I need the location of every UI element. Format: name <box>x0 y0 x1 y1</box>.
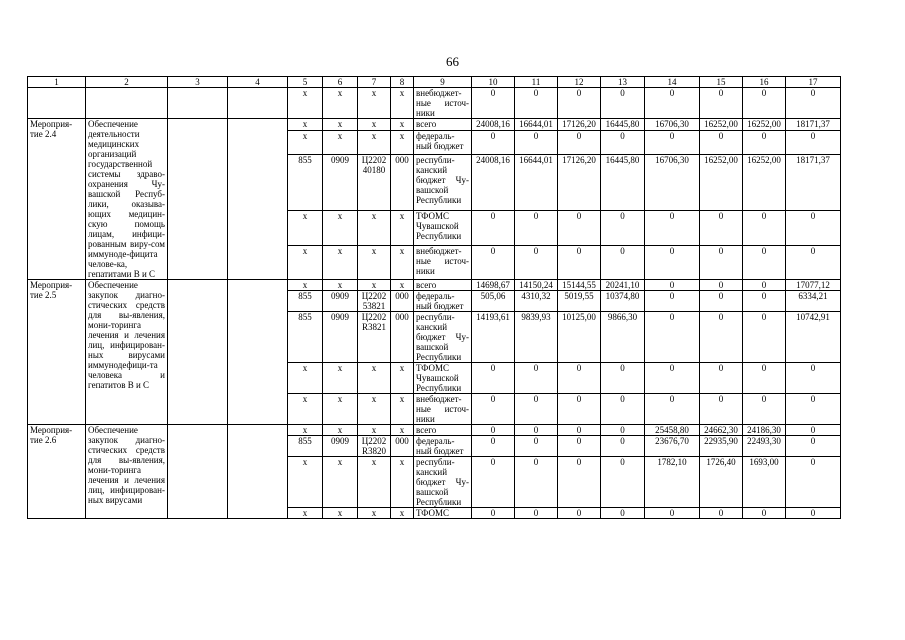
column-header: 14 <box>645 77 700 88</box>
amount-cell: 0 <box>601 363 645 394</box>
expense-type-code: х <box>391 131 414 154</box>
amount-cell: 24008,16 <box>472 119 515 131</box>
amount-cell: 0 <box>786 88 841 119</box>
amount-cell: 0 <box>743 280 786 291</box>
target-article-code: х <box>358 363 391 394</box>
target-article-code: х <box>358 131 391 154</box>
page-number: 66 <box>446 54 459 69</box>
target-article-code: х <box>358 245 391 279</box>
amount-cell: 20241,10 <box>601 280 645 291</box>
section-code: х <box>323 363 358 394</box>
amount-cell: 0 <box>786 394 841 425</box>
grbs-code: 855 <box>288 291 323 312</box>
amount-cell: 17077,12 <box>786 280 841 291</box>
amount-cell: 0 <box>472 131 515 154</box>
column-header: 2 <box>86 77 168 88</box>
amount-cell: 0 <box>601 394 645 425</box>
expense-type-code: х <box>391 119 414 131</box>
measure-description <box>86 88 168 119</box>
budget-table <box>27 76 841 519</box>
amount-cell: 0 <box>558 88 601 119</box>
expense-type-code: х <box>391 508 414 519</box>
funding-source: федераль-ный бюджет <box>414 131 472 154</box>
funding-source: федераль-ный бюджет <box>414 291 472 312</box>
amount-cell: 0 <box>558 245 601 279</box>
amount-cell: 9839,93 <box>515 312 558 363</box>
funding-source: республи-канский бюджет Чу-вашской Республики <box>414 457 472 508</box>
amount-cell: 17126,20 <box>558 154 601 211</box>
column-header: 16 <box>743 77 786 88</box>
funding-source: внебюджет-ные источ-ники <box>414 394 472 425</box>
expense-type-code: х <box>391 457 414 508</box>
measure-description: Обеспечение закупок диагно-стических средств для вы-явления, мони-торинга лечения и лечения лиц, инфицирован-ных вирусами <box>86 425 168 519</box>
column-header: 11 <box>515 77 558 88</box>
section-code: х <box>323 280 358 291</box>
amount-cell: 0 <box>601 508 645 519</box>
grbs-code: х <box>288 88 323 119</box>
amount-cell: 0 <box>558 394 601 425</box>
amount-cell: 0 <box>743 363 786 394</box>
amount-cell: 0 <box>700 211 743 245</box>
grbs-code: х <box>288 425 323 436</box>
expense-type-code: х <box>391 88 414 119</box>
column-header: 7 <box>358 77 391 88</box>
amount-cell: 10742,91 <box>786 312 841 363</box>
amount-cell: 0 <box>515 508 558 519</box>
amount-cell: 14150,24 <box>515 280 558 291</box>
section-code: х <box>323 119 358 131</box>
expense-type-code: 000 <box>391 154 414 211</box>
column-header: 9 <box>414 77 472 88</box>
amount-cell: 0 <box>645 211 700 245</box>
amount-cell: 0 <box>700 508 743 519</box>
section-code: х <box>323 394 358 425</box>
amount-cell: 0 <box>645 508 700 519</box>
amount-cell: 0 <box>786 211 841 245</box>
funding-source: внебюджет-ные источ-ники <box>414 245 472 279</box>
column-header: 5 <box>288 77 323 88</box>
amount-cell: 0 <box>515 363 558 394</box>
amount-cell: 0 <box>743 508 786 519</box>
amount-cell: 24008,16 <box>472 154 515 211</box>
amount-cell: 0 <box>558 508 601 519</box>
grbs-code: х <box>288 119 323 131</box>
table-row <box>28 425 841 436</box>
amount-cell: 0 <box>601 88 645 119</box>
section-code: 0909 <box>323 312 358 363</box>
grbs-code: 855 <box>288 154 323 211</box>
expense-type-code: 000 <box>391 436 414 457</box>
grbs-code: х <box>288 245 323 279</box>
funding-source: ТФОМС <box>414 508 472 519</box>
amount-cell: 10125,00 <box>558 312 601 363</box>
amount-cell: 0 <box>515 394 558 425</box>
target-article-code: х <box>358 119 391 131</box>
section-code: х <box>323 211 358 245</box>
amount-cell: 0 <box>700 312 743 363</box>
section-code: х <box>323 508 358 519</box>
amount-cell: 0 <box>700 363 743 394</box>
funding-source: всего <box>414 425 472 436</box>
amount-cell: 0 <box>515 131 558 154</box>
empty-cell <box>228 119 288 280</box>
amount-cell: 0 <box>700 280 743 291</box>
amount-cell: 0 <box>472 394 515 425</box>
amount-cell: 0 <box>515 211 558 245</box>
funding-source: всего <box>414 280 472 291</box>
target-article-code: х <box>358 425 391 436</box>
amount-cell: 0 <box>645 131 700 154</box>
measure-name: Мероприя-тие 2.4 <box>28 119 86 280</box>
column-header: 6 <box>323 77 358 88</box>
amount-cell: 0 <box>786 245 841 279</box>
amount-cell: 0 <box>472 436 515 457</box>
amount-cell: 0 <box>472 88 515 119</box>
expense-type-code: 000 <box>391 312 414 363</box>
funding-source: внебюджет-ные источ-ники <box>414 88 472 119</box>
grbs-code: х <box>288 211 323 245</box>
column-header: 10 <box>472 77 515 88</box>
target-article-code: х <box>358 394 391 425</box>
amount-cell: 0 <box>558 363 601 394</box>
amount-cell: 0 <box>472 245 515 279</box>
amount-cell: 0 <box>743 291 786 312</box>
table-row <box>28 119 841 131</box>
amount-cell: 0 <box>700 131 743 154</box>
target-article-code: Ц2202 40180 <box>358 154 391 211</box>
amount-cell: 1726,40 <box>700 457 743 508</box>
header-row <box>28 77 841 88</box>
amount-cell: 0 <box>601 245 645 279</box>
measure-name: Мероприя-тие 2.5 <box>28 280 86 425</box>
funding-source: республи-канский бюджет Чу-вашской Республики <box>414 154 472 211</box>
amount-cell: 0 <box>472 211 515 245</box>
amount-cell: 0 <box>472 508 515 519</box>
empty-cell <box>168 280 228 425</box>
grbs-code: х <box>288 131 323 154</box>
section-code: х <box>323 131 358 154</box>
amount-cell: 16706,30 <box>645 154 700 211</box>
measure-name: Мероприя-тие 2.6 <box>28 425 86 519</box>
amount-cell: 0 <box>645 363 700 394</box>
target-article-code: х <box>358 88 391 119</box>
grbs-code: х <box>288 280 323 291</box>
amount-cell: 16706,30 <box>645 119 700 131</box>
amount-cell: 0 <box>472 425 515 436</box>
column-header: 4 <box>228 77 288 88</box>
grbs-code: х <box>288 394 323 425</box>
amount-cell: 0 <box>558 131 601 154</box>
amount-cell: 4310,32 <box>515 291 558 312</box>
expense-type-code: 000 <box>391 291 414 312</box>
target-article-code: х <box>358 508 391 519</box>
column-header: 12 <box>558 77 601 88</box>
amount-cell: 0 <box>700 245 743 279</box>
amount-cell: 0 <box>601 131 645 154</box>
amount-cell: 0 <box>786 131 841 154</box>
amount-cell: 0 <box>515 88 558 119</box>
amount-cell: 0 <box>700 394 743 425</box>
amount-cell: 0 <box>515 436 558 457</box>
column-header: 3 <box>168 77 228 88</box>
grbs-code: х <box>288 363 323 394</box>
section-code: х <box>323 425 358 436</box>
section-code: 0909 <box>323 291 358 312</box>
funding-source: ТФОМС Чувашской Республики <box>414 363 472 394</box>
measure-description: Обеспечение закупок диагно-стических средств для вы-явления, мони-торинга лечения и лечения лиц, инфицирован-ных вирусами иммунодефици-та человека и гепатитов В и С <box>86 280 168 425</box>
column-header: 13 <box>601 77 645 88</box>
amount-cell: 0 <box>558 457 601 508</box>
expense-type-code: х <box>391 211 414 245</box>
amount-cell: 0 <box>601 425 645 436</box>
amount-cell: 24186,30 <box>743 425 786 436</box>
grbs-code: 855 <box>288 312 323 363</box>
amount-cell: 16445,80 <box>601 119 645 131</box>
amount-cell: 15144,55 <box>558 280 601 291</box>
amount-cell: 0 <box>601 436 645 457</box>
amount-cell: 0 <box>558 436 601 457</box>
amount-cell: 16252,00 <box>743 154 786 211</box>
amount-cell: 0 <box>515 245 558 279</box>
amount-cell: 0 <box>645 245 700 279</box>
empty-cell <box>228 280 288 425</box>
funding-source: всего <box>414 119 472 131</box>
amount-cell: 0 <box>743 211 786 245</box>
amount-cell: 16445,80 <box>601 154 645 211</box>
target-article-code: Ц2202 53821 <box>358 291 391 312</box>
section-code: х <box>323 88 358 119</box>
amount-cell: 505,06 <box>472 291 515 312</box>
funding-source: республи-канский бюджет Чу-вашской Республики <box>414 312 472 363</box>
amount-cell: 22493,30 <box>743 436 786 457</box>
amount-cell: 0 <box>786 508 841 519</box>
amount-cell: 0 <box>601 457 645 508</box>
funding-source: ТФОМС Чувашской Республики <box>414 211 472 245</box>
measure-description: Обеспечение деятельности медицинских организаций государственной системы здраво-охранения Чу-вашской Респуб-лики, оказыва-ющих медицин-скую помощь лицам, инфици-рованным виру-сом иммуноде-фицита челове-ка, гепатитами В и С <box>86 119 168 280</box>
measure-name <box>28 88 86 119</box>
amount-cell: 0 <box>601 211 645 245</box>
expense-type-code: х <box>391 363 414 394</box>
amount-cell: 16252,00 <box>700 119 743 131</box>
amount-cell: 17126,20 <box>558 119 601 131</box>
target-article-code: Ц2202 R3820 <box>358 436 391 457</box>
amount-cell: 22935,90 <box>700 436 743 457</box>
amount-cell: 18171,37 <box>786 119 841 131</box>
amount-cell: 14193,61 <box>472 312 515 363</box>
amount-cell: 0 <box>700 291 743 312</box>
empty-cell <box>168 119 228 280</box>
amount-cell: 0 <box>786 436 841 457</box>
amount-cell: 0 <box>472 363 515 394</box>
amount-cell: 1693,00 <box>743 457 786 508</box>
amount-cell: 0 <box>743 312 786 363</box>
amount-cell: 0 <box>515 457 558 508</box>
amount-cell: 0 <box>645 312 700 363</box>
section-code: х <box>323 457 358 508</box>
amount-cell: 23676,70 <box>645 436 700 457</box>
table-row <box>28 280 841 291</box>
amount-cell: 16644,01 <box>515 154 558 211</box>
amount-cell: 0 <box>786 457 841 508</box>
empty-cell <box>228 425 288 519</box>
amount-cell: 14698,67 <box>472 280 515 291</box>
amount-cell: 6334,21 <box>786 291 841 312</box>
grbs-code: х <box>288 457 323 508</box>
amount-cell: 18171,37 <box>786 154 841 211</box>
expense-type-code: х <box>391 280 414 291</box>
table-row <box>28 88 841 119</box>
target-article-code: Ц2202 R3821 <box>358 312 391 363</box>
amount-cell: 10374,80 <box>601 291 645 312</box>
amount-cell: 0 <box>645 280 700 291</box>
column-header: 15 <box>700 77 743 88</box>
grbs-code: 855 <box>288 436 323 457</box>
amount-cell: 0 <box>515 425 558 436</box>
target-article-code: х <box>358 211 391 245</box>
amount-cell: 0 <box>558 425 601 436</box>
target-article-code: х <box>358 280 391 291</box>
amount-cell: 16252,00 <box>743 119 786 131</box>
empty-cell <box>168 425 228 519</box>
column-header: 8 <box>391 77 414 88</box>
amount-cell: 0 <box>472 457 515 508</box>
amount-cell: 24662,30 <box>700 425 743 436</box>
amount-cell: 0 <box>743 394 786 425</box>
amount-cell: 0 <box>786 425 841 436</box>
amount-cell: 0 <box>743 245 786 279</box>
amount-cell: 16644,01 <box>515 119 558 131</box>
amount-cell: 0 <box>645 88 700 119</box>
column-header: 1 <box>28 77 86 88</box>
amount-cell: 5019,55 <box>558 291 601 312</box>
amount-cell: 0 <box>700 88 743 119</box>
amount-cell: 0 <box>743 88 786 119</box>
section-code: 0909 <box>323 154 358 211</box>
amount-cell: 1782,10 <box>645 457 700 508</box>
amount-cell: 0 <box>743 131 786 154</box>
expense-type-code: х <box>391 394 414 425</box>
amount-cell: 0 <box>645 394 700 425</box>
section-code: 0909 <box>323 436 358 457</box>
amount-cell: 0 <box>645 291 700 312</box>
funding-source: федераль-ный бюджет <box>414 436 472 457</box>
amount-cell: 25458,80 <box>645 425 700 436</box>
column-header: 17 <box>786 77 841 88</box>
grbs-code: х <box>288 508 323 519</box>
empty-cell <box>228 88 288 119</box>
amount-cell: 0 <box>786 363 841 394</box>
empty-cell <box>168 88 228 119</box>
expense-type-code: х <box>391 245 414 279</box>
amount-cell: 0 <box>558 211 601 245</box>
amount-cell: 16252,00 <box>700 154 743 211</box>
amount-cell: 9866,30 <box>601 312 645 363</box>
expense-type-code: х <box>391 425 414 436</box>
section-code: х <box>323 245 358 279</box>
target-article-code: х <box>358 457 391 508</box>
